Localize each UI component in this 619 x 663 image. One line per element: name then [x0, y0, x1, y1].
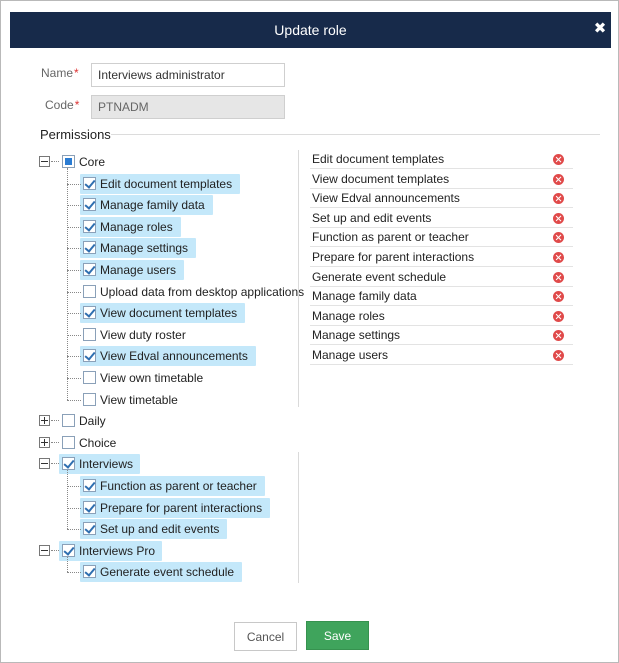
name-label-text: Name: [41, 66, 74, 80]
tree-connector: [67, 248, 81, 249]
selected-permission-label: Manage users: [312, 348, 389, 362]
permission-label: Manage roles: [100, 220, 173, 234]
tree-connector: [67, 356, 81, 357]
dialog-titlebar: [10, 12, 611, 48]
selected-permission-label: Function as parent or teacher: [312, 230, 469, 245]
save-button[interactable]: Save: [306, 621, 369, 650]
permission-label: Prepare for parent interactions: [100, 501, 263, 515]
tree-connector: [67, 508, 81, 509]
permission-label: Manage settings: [100, 241, 189, 255]
selected-permission-label: Edit document templates: [312, 152, 445, 166]
permission-checkbox[interactable]: [83, 241, 96, 254]
collapse-icon[interactable]: [39, 458, 50, 469]
tree-connector: [67, 470, 68, 529]
remove-icon[interactable]: [553, 193, 564, 204]
tree-connector: [67, 400, 81, 401]
permission-checkbox[interactable]: [83, 328, 96, 341]
remove-icon[interactable]: [553, 174, 564, 185]
permission-checkbox[interactable]: [83, 501, 96, 514]
selected-permission-item: [310, 170, 573, 189]
permission-label: View Edval announcements: [100, 349, 248, 363]
permission-label: Edit document templates: [100, 177, 233, 191]
tree-connector: [67, 227, 81, 228]
selected-permission-label: Generate event schedule: [312, 269, 447, 284]
group-label: Daily: [79, 414, 106, 428]
tree-connector: [67, 557, 68, 572]
selected-permission-label: Prepare for parent interactions: [312, 250, 475, 264]
remove-icon[interactable]: [553, 350, 564, 361]
tree-connector: [67, 335, 81, 336]
tree-connector: [67, 313, 81, 314]
selected-permission-label: View Edval announcements: [312, 191, 460, 206]
tree-connector: [67, 572, 81, 573]
cancel-button[interactable]: Cancel: [234, 622, 297, 651]
permission-checkbox[interactable]: [83, 479, 96, 492]
permissions-divider: [111, 134, 600, 135]
tree-connector: [51, 550, 59, 551]
selected-permission-label: View document templates: [312, 171, 450, 186]
group-checkbox[interactable]: [62, 436, 75, 449]
group-checkbox[interactable]: [62, 457, 75, 470]
selected-permission-label: Manage family data: [312, 289, 417, 304]
permission-checkbox[interactable]: [83, 198, 96, 211]
selected-permission-item: [310, 268, 573, 287]
permission-checkbox[interactable]: [83, 565, 96, 578]
permission-label: Function as parent or teacher: [100, 479, 257, 493]
tree-connector: [51, 161, 59, 162]
permission-checkbox[interactable]: [83, 177, 96, 190]
group-label: Interviews Pro: [79, 544, 156, 558]
remove-icon[interactable]: [553, 213, 564, 224]
permission-label: Upload data from desktop applications: [100, 285, 305, 299]
tree-connector: [67, 168, 68, 400]
tree-connector: [51, 420, 59, 421]
name-field[interactable]: [91, 63, 285, 87]
permission-label: Manage users: [100, 263, 177, 277]
remove-icon[interactable]: [553, 154, 564, 165]
selected-permission-item: [310, 228, 573, 247]
selected-permission-item: [310, 248, 573, 267]
group-checkbox[interactable]: [62, 544, 75, 557]
selected-permission-label: Manage roles: [312, 308, 385, 323]
remove-icon[interactable]: [553, 272, 564, 283]
name-label: [41, 66, 79, 80]
permission-checkbox[interactable]: [83, 371, 96, 384]
collapse-icon[interactable]: [39, 545, 50, 556]
remove-icon[interactable]: [553, 232, 564, 243]
tree-connector: [67, 205, 81, 206]
permission-checkbox[interactable]: [83, 263, 96, 276]
permission-checkbox[interactable]: [83, 393, 96, 406]
selected-permission-item: [310, 287, 573, 306]
selected-permission-item: [310, 209, 573, 228]
code-required-mark: *: [74, 98, 80, 112]
group-label: Choice: [79, 436, 117, 450]
permission-label: View document templates: [100, 306, 238, 320]
group-checkbox[interactable]: [62, 155, 75, 168]
summary-divider-top: [298, 150, 299, 407]
code-field: [91, 95, 285, 119]
group-label: Core: [79, 155, 106, 169]
close-icon[interactable]: ✖: [593, 20, 607, 37]
expand-icon[interactable]: [39, 415, 50, 426]
tree-connector: [67, 292, 81, 293]
tree-connector: [51, 463, 59, 464]
permission-label: Manage family data: [100, 198, 205, 212]
selected-permission-item: [310, 307, 573, 326]
remove-icon[interactable]: [553, 330, 564, 341]
permission-label: Generate event schedule: [100, 565, 235, 579]
name-required-mark: *: [74, 66, 79, 80]
selected-permission-item: [310, 346, 573, 365]
tree-connector: [67, 486, 81, 487]
permission-checkbox[interactable]: [83, 522, 96, 535]
permission-label: View timetable: [100, 393, 178, 407]
code-label: [45, 98, 79, 112]
collapse-icon[interactable]: [39, 156, 50, 167]
permission-label: Set up and edit events: [100, 522, 220, 536]
group-label: Interviews: [79, 457, 134, 471]
permission-label: View own timetable: [100, 371, 204, 385]
tree-connector: [67, 270, 81, 271]
remove-icon[interactable]: [553, 252, 564, 263]
selected-permission-item: [310, 326, 573, 345]
permission-checkbox[interactable]: [83, 285, 96, 298]
tree-connector: [67, 184, 81, 185]
selected-permission-item: [310, 150, 573, 169]
permission-checkbox[interactable]: [83, 349, 96, 362]
expand-icon[interactable]: [39, 437, 50, 448]
group-checkbox[interactable]: [62, 414, 75, 427]
remove-icon[interactable]: [553, 291, 564, 302]
tree-connector: [67, 378, 81, 379]
tree-connector: [67, 529, 81, 530]
permission-checkbox[interactable]: [83, 220, 96, 233]
dialog-title: Update role: [274, 22, 347, 38]
permission-label: View duty roster: [100, 328, 186, 342]
permission-checkbox[interactable]: [83, 306, 96, 319]
selected-permission-item: [310, 189, 573, 208]
code-label-text: Code: [45, 98, 74, 112]
summary-divider-bottom: [298, 452, 299, 583]
selected-permission-label: Manage settings: [312, 328, 401, 343]
selected-permission-label: Set up and edit events: [312, 210, 432, 225]
permissions-title: Permissions: [40, 127, 111, 142]
tree-connector: [51, 442, 59, 443]
remove-icon[interactable]: [553, 311, 564, 322]
